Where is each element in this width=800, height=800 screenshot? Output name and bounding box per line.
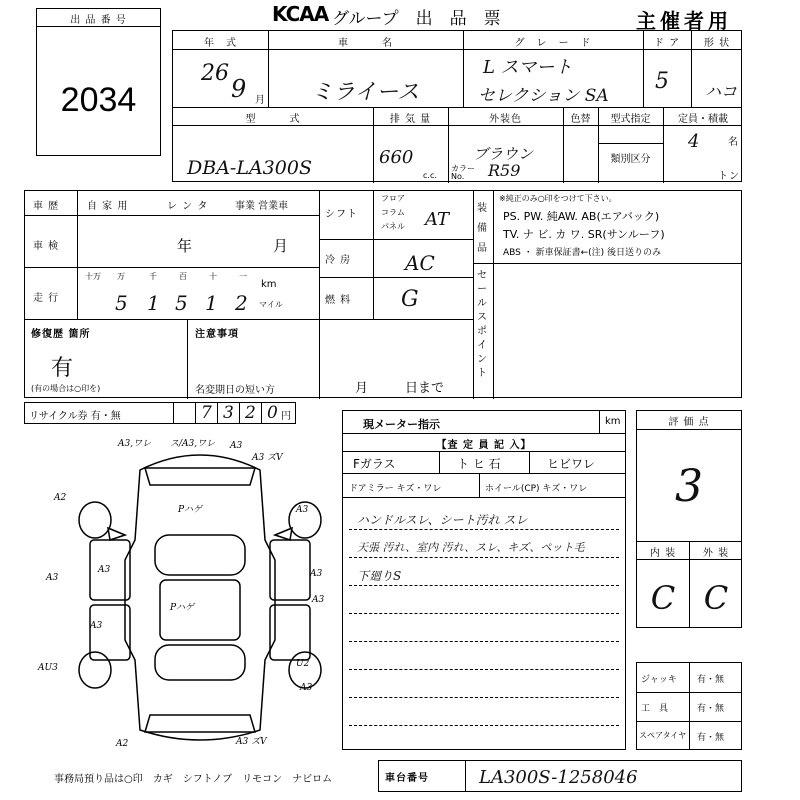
- month-unit: 月: [255, 95, 266, 106]
- mark-paint-peel-hood: Pハゲ: [178, 505, 203, 515]
- year-value: 26: [201, 61, 229, 86]
- grade-line1: L スマート: [483, 57, 573, 78]
- mileage-digit-5: 2: [235, 291, 248, 315]
- mark-a3-right: A3: [296, 505, 309, 515]
- km-unit: km: [261, 279, 277, 290]
- rental-option: レ ン タ: [167, 201, 209, 212]
- footer-items: 事務局預り品は○印 カギ シフトノブ リモコン ナビロム: [54, 774, 333, 785]
- color-change-label: 色替: [570, 114, 591, 125]
- repair-value: 有: [51, 356, 74, 381]
- mark-au3-left: AU3: [38, 663, 58, 673]
- chassis-value: LA300S-1258046: [479, 767, 638, 788]
- spare-tire-label: スペアタイヤ: [639, 731, 687, 740]
- mirror-right: [275, 528, 292, 540]
- grade-label: グ レ ー ド: [514, 38, 592, 49]
- chassis-box: [378, 760, 742, 792]
- right-front-door: [270, 540, 310, 600]
- shift-value: AT: [425, 209, 450, 230]
- tool-label: 工 具: [641, 704, 669, 714]
- mark-a3-crack-front2: ス/A3,ワレ: [170, 439, 216, 449]
- capacity-label: 定員・積載: [678, 114, 728, 125]
- inspection-label: 車 検: [33, 241, 60, 252]
- left-front-wheel: [79, 502, 111, 538]
- recycle-digit-4: 0: [267, 403, 278, 423]
- recycle-digit-3: 2: [245, 403, 256, 423]
- score-label: 評 価 点: [668, 417, 710, 428]
- digit-label-10k: 万: [117, 272, 125, 281]
- mileage-digit-4: 1: [205, 291, 218, 315]
- front-bumper: [145, 468, 255, 485]
- recycle-unit: 円: [281, 411, 292, 422]
- mark-a3-left-door: A3: [46, 573, 59, 583]
- recycle-label: リサイクル券 有・無: [29, 411, 121, 422]
- wheel-label: ホイール(CP) キズ・ワレ: [485, 484, 588, 494]
- score-section: [636, 410, 742, 628]
- class-label: 類別区分: [610, 154, 651, 165]
- color-value: ブラウン: [473, 145, 534, 163]
- color-label: 外装色: [489, 114, 522, 125]
- shift-label: シフト: [325, 209, 358, 220]
- equipment-label: 装 備 品: [477, 203, 488, 254]
- doors-value: 5: [655, 69, 669, 94]
- comment-line1: ハンドルスレ、シート汚れ スレ: [357, 513, 528, 527]
- deadline-day: 日まで: [405, 381, 445, 396]
- doors-label: ド ア: [653, 38, 681, 49]
- shift-column: コラム: [381, 208, 405, 217]
- brand-logo: KCAA: [272, 2, 329, 26]
- color-number-label: カラー No.: [451, 164, 475, 181]
- mark-a3-right-rear: A3: [312, 595, 325, 605]
- glass-label: Fガラス: [353, 457, 396, 471]
- digit-label-1: 一: [239, 272, 247, 281]
- sales-point-label: セールスポイント: [477, 270, 488, 379]
- exterior-label: 外 装: [702, 548, 730, 559]
- shape-value: ハコ: [705, 82, 738, 101]
- windshield: [155, 535, 245, 575]
- car-body-outline: [125, 455, 275, 740]
- model-value: DBA-LA300S: [187, 157, 312, 179]
- jack-label: ジャッキ: [641, 675, 677, 685]
- interior-value: C: [650, 579, 676, 617]
- organizer-label: 主催者用: [636, 9, 732, 33]
- inspector-section: [342, 410, 626, 750]
- mark-u2-right: U2: [296, 659, 310, 669]
- mileage-digit-3: 5: [175, 291, 188, 315]
- shape-label: 形 状: [703, 38, 731, 49]
- recycle-digit-2: 3: [223, 403, 234, 423]
- mark-a3-crack-front: A3,ワレ: [118, 439, 152, 449]
- capacity-unit: 名: [728, 137, 739, 148]
- capacity-value: 4: [688, 131, 700, 152]
- inspector-title: 【査 定 員 記 入】: [436, 440, 532, 451]
- tool-option: 有・無: [697, 704, 725, 714]
- deadline-month: 月: [355, 381, 369, 396]
- tools-section: [636, 662, 742, 750]
- mirror-label: ドアミラー キズ・ワレ: [349, 484, 442, 494]
- displacement-label: 排 気 量: [389, 114, 432, 125]
- repair-note: (有の場合は○印を): [31, 384, 101, 393]
- repair-label: 修復歴 箇所: [31, 329, 91, 340]
- name-label: 車 名: [338, 38, 393, 49]
- glass-options: ト ヒ 石: [457, 457, 501, 471]
- interior-label: 内 装: [649, 548, 677, 559]
- shift-floor: フロア: [381, 194, 405, 203]
- ac-label: 冷 房: [325, 255, 352, 266]
- mileage-digit-1: 5: [115, 291, 128, 315]
- lot-number-box: [36, 8, 161, 156]
- mark-a3-left-front-door: A3: [98, 565, 111, 575]
- rear-bumper: [145, 715, 255, 732]
- mileage-label: 走 行: [33, 293, 60, 304]
- mark-a3-front-right: A3: [230, 441, 243, 451]
- mark-a3-zv-right: A3 ズV: [252, 453, 283, 463]
- chassis-label: 車台番号: [385, 773, 429, 784]
- deadline-label: 名変期日の短い方: [195, 385, 275, 396]
- jack-option: 有・無: [697, 675, 725, 685]
- load-unit: トン: [718, 171, 740, 182]
- business-option: 事業 営業車: [235, 201, 289, 212]
- recycle-box: [24, 402, 296, 424]
- exterior-value: C: [703, 579, 729, 617]
- digit-label-100: 百: [179, 272, 187, 281]
- ac-value: AC: [405, 251, 435, 275]
- mark-a3-left-lower: A3: [90, 621, 103, 631]
- left-rear-wheel: [79, 652, 111, 688]
- car-name-value: ミライース: [311, 80, 420, 105]
- color-number-value: R59: [488, 161, 521, 180]
- mark-paint-peel-roof: Pハゲ: [170, 603, 195, 613]
- digit-label-100k: 十万: [85, 272, 101, 281]
- recycle-digit-1: 7: [201, 403, 212, 423]
- mark-a3-right-door: A3: [310, 569, 323, 579]
- digit-label-1k: 千: [149, 272, 157, 281]
- displacement-value: 660: [379, 147, 414, 168]
- lot-number: 2034: [60, 81, 137, 119]
- history-label: 車 歴: [33, 201, 60, 212]
- type-designation-label: 型式指定: [610, 114, 651, 125]
- shift-panel: パネル: [381, 222, 405, 231]
- meter-label: 現メーター指示: [363, 418, 440, 431]
- mileage-digit-2: 1: [147, 291, 160, 315]
- month-value: 9: [231, 75, 247, 103]
- grade-line2: セレクション SA: [478, 86, 609, 106]
- cc-unit: c.c.: [423, 171, 437, 180]
- lot-number-label: 出 品 番 号: [70, 15, 127, 26]
- vehicle-info-table: [172, 30, 742, 182]
- mark-a2-rear-left: A2: [116, 739, 129, 749]
- mark-a3-zv-rear: A3 ズV: [236, 737, 267, 747]
- comment-line3: 下廻りS: [357, 569, 402, 583]
- comment-line2: 天張 汚れ、室内 汚れ、スレ、キズ、ペット毛: [357, 541, 585, 554]
- year-label: 年 式: [204, 38, 237, 49]
- mark-a2-left: A2: [54, 493, 67, 503]
- equipment-note: ※純正のみ○印をつけて下さい。: [499, 194, 617, 203]
- spare-option: 有・無: [697, 733, 725, 743]
- digit-label-10: 十: [209, 272, 217, 281]
- model-label: 型 式: [245, 114, 301, 125]
- equipment-line3: ABS ・ 新車保証書←(注) 後日送りのみ: [503, 248, 662, 258]
- inspection-month-unit: 月: [273, 237, 289, 255]
- fuel-value: G: [401, 287, 419, 312]
- score-value: 3: [675, 461, 703, 512]
- private-use-option: 自 家 用: [87, 201, 129, 212]
- glass-crack: ヒビワレ: [547, 457, 596, 471]
- equipment-line2: TV. ナ ビ. カ ワ. SR(サンルーフ): [503, 228, 665, 241]
- mirror-left: [108, 528, 125, 540]
- notes-label: 注意事項: [195, 329, 239, 340]
- inspection-year-unit: 年: [177, 237, 193, 255]
- mark-a3-right-low: A3: [300, 683, 313, 693]
- car-diagram: [38, 439, 340, 760]
- form-title: グループ 出 品 票: [332, 9, 501, 29]
- fuel-label: 燃 料: [325, 295, 352, 306]
- meter-unit: km: [605, 416, 621, 427]
- rear-window: [155, 645, 245, 680]
- equipment-line1: PS. PW. 純AW. AB(エアバック): [503, 210, 660, 223]
- history-section: [24, 190, 742, 398]
- mile-unit: マイル: [259, 300, 283, 309]
